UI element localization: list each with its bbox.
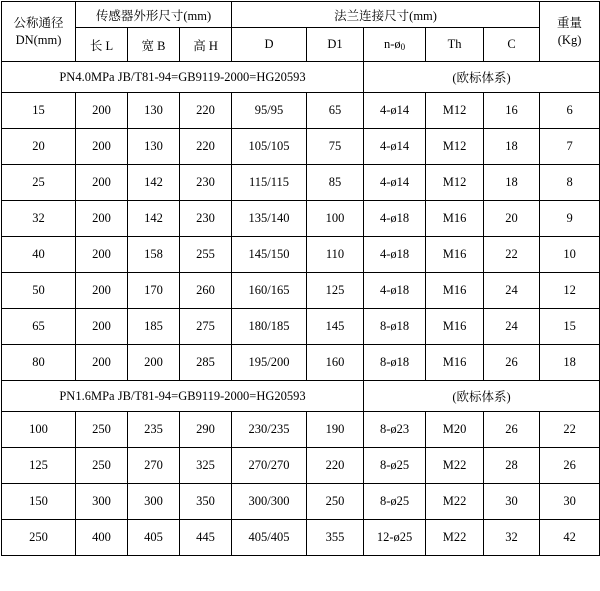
table-row <box>2 237 600 273</box>
cell-length: 400 <box>76 520 128 556</box>
table-row <box>2 273 600 309</box>
cell-length: 200 <box>76 345 128 381</box>
specification-table <box>1 1 600 556</box>
cell-c: 18 <box>484 165 540 201</box>
cell-width: 200 <box>128 345 180 381</box>
cell-width: 405 <box>128 520 180 556</box>
table-row <box>2 93 600 129</box>
cell-c: 24 <box>484 309 540 345</box>
header-cell-d1: D1 <box>307 28 364 62</box>
cell-c: 30 <box>484 484 540 520</box>
cell-d1: 75 <box>307 129 364 165</box>
header-dn-line1: 公称通径 <box>13 15 64 30</box>
cell-d1: 220 <box>307 448 364 484</box>
band-row-pn40 <box>2 62 600 93</box>
header-row-groups <box>2 2 600 28</box>
cell-dn: 65 <box>2 309 76 345</box>
header-cell-th: Th <box>426 28 484 62</box>
header-weight-line2: (Kg) <box>557 32 582 47</box>
cell-c: 26 <box>484 345 540 381</box>
cell-length: 200 <box>76 237 128 273</box>
band-note-pn16: (欧标体系) <box>364 381 600 412</box>
cell-height: 285 <box>180 345 232 381</box>
cell-n-d0: 8-ø18 <box>364 309 426 345</box>
cell-d: 135/140 <box>232 201 307 237</box>
cell-d: 95/95 <box>232 93 307 129</box>
cell-th: M16 <box>426 345 484 381</box>
table-row <box>2 165 600 201</box>
cell-th: M22 <box>426 484 484 520</box>
header-weight-line1: 重量 <box>557 15 583 30</box>
cell-height: 275 <box>180 309 232 345</box>
cell-height: 260 <box>180 273 232 309</box>
cell-height: 290 <box>180 412 232 448</box>
header-cell-width: 宽 B <box>128 28 180 62</box>
cell-d1: 160 <box>307 345 364 381</box>
cell-length: 200 <box>76 165 128 201</box>
cell-dn: 25 <box>2 165 76 201</box>
cell-n-d0: 8-ø25 <box>364 484 426 520</box>
cell-th: M16 <box>426 273 484 309</box>
cell-weight: 26 <box>540 448 600 484</box>
cell-d1: 85 <box>307 165 364 201</box>
cell-th: M22 <box>426 520 484 556</box>
cell-width: 235 <box>128 412 180 448</box>
cell-th: M20 <box>426 412 484 448</box>
cell-d: 180/185 <box>232 309 307 345</box>
cell-th: M22 <box>426 448 484 484</box>
cell-c: 22 <box>484 237 540 273</box>
header-cell-n-d0: $n-ø_0$ <box>364 28 426 62</box>
cell-width: 142 <box>128 165 180 201</box>
cell-width: 130 <box>128 129 180 165</box>
cell-d: 195/200 <box>232 345 307 381</box>
cell-weight: 9 <box>540 201 600 237</box>
cell-height: 220 <box>180 93 232 129</box>
cell-th: M12 <box>426 93 484 129</box>
cell-dn: 80 <box>2 345 76 381</box>
header-cell-d: D <box>232 28 307 62</box>
cell-height: 445 <box>180 520 232 556</box>
header-cell-flange-group: 法兰连接尺寸(mm) <box>232 2 540 28</box>
cell-th: M16 <box>426 237 484 273</box>
cell-weight: 22 <box>540 412 600 448</box>
cell-n-d0: 4-ø18 <box>364 237 426 273</box>
cell-n-d0: 4-ø14 <box>364 129 426 165</box>
cell-n-d0: 8-ø18 <box>364 345 426 381</box>
table-row <box>2 345 600 381</box>
cell-c: 18 <box>484 129 540 165</box>
cell-c: 28 <box>484 448 540 484</box>
cell-width: 158 <box>128 237 180 273</box>
cell-weight: 42 <box>540 520 600 556</box>
cell-th: M16 <box>426 201 484 237</box>
cell-weight: 18 <box>540 345 600 381</box>
cell-d1: 355 <box>307 520 364 556</box>
cell-width: 270 <box>128 448 180 484</box>
cell-height: 325 <box>180 448 232 484</box>
cell-height: 255 <box>180 237 232 273</box>
cell-weight: 30 <box>540 484 600 520</box>
cell-height: 230 <box>180 201 232 237</box>
cell-d: 270/270 <box>232 448 307 484</box>
cell-weight: 8 <box>540 165 600 201</box>
cell-n-d0: 4-ø14 <box>364 93 426 129</box>
band-note-pn40: (欧标体系) <box>364 62 600 93</box>
cell-width: 170 <box>128 273 180 309</box>
cell-dn: 150 <box>2 484 76 520</box>
cell-length: 250 <box>76 448 128 484</box>
cell-n-d0: 8-ø25 <box>364 448 426 484</box>
cell-length: 200 <box>76 273 128 309</box>
cell-d: 230/235 <box>232 412 307 448</box>
cell-d: 105/105 <box>232 129 307 165</box>
cell-width: 300 <box>128 484 180 520</box>
cell-c: 16 <box>484 93 540 129</box>
cell-d1: 110 <box>307 237 364 273</box>
cell-n-d0: 8-ø23 <box>364 412 426 448</box>
table-row <box>2 520 600 556</box>
cell-weight: 6 <box>540 93 600 129</box>
cell-d: 145/150 <box>232 237 307 273</box>
table-row <box>2 448 600 484</box>
cell-dn: 20 <box>2 129 76 165</box>
header-cell-sensor-group: 传感器外形尺寸(mm) <box>76 2 232 28</box>
cell-d: 300/300 <box>232 484 307 520</box>
cell-length: 200 <box>76 309 128 345</box>
cell-c: 32 <box>484 520 540 556</box>
cell-dn: 50 <box>2 273 76 309</box>
cell-weight: 12 <box>540 273 600 309</box>
cell-d1: 145 <box>307 309 364 345</box>
table-body <box>2 62 600 556</box>
cell-d1: 190 <box>307 412 364 448</box>
cell-d: 160/165 <box>232 273 307 309</box>
cell-length: 300 <box>76 484 128 520</box>
cell-n-d0: 4-ø14 <box>364 165 426 201</box>
band-row-pn16 <box>2 381 600 412</box>
band-label-pn16: PN1.6MPa JB/T81-94=GB9119-2000=HG20593 <box>2 381 364 412</box>
cell-dn: 32 <box>2 201 76 237</box>
cell-dn: 15 <box>2 93 76 129</box>
table-row <box>2 309 600 345</box>
cell-n-d0: 12-ø25 <box>364 520 426 556</box>
header-cell-dn <box>2 2 76 62</box>
header-cell-c: C <box>484 28 540 62</box>
cell-dn: 100 <box>2 412 76 448</box>
cell-width: 142 <box>128 201 180 237</box>
cell-d1: 100 <box>307 201 364 237</box>
cell-d1: 65 <box>307 93 364 129</box>
band-label-pn40: PN4.0MPa JB/T81-94=GB9119-2000=HG20593 <box>2 62 364 93</box>
cell-height: 220 <box>180 129 232 165</box>
cell-d1: 125 <box>307 273 364 309</box>
table-row <box>2 129 600 165</box>
cell-c: 24 <box>484 273 540 309</box>
cell-length: 200 <box>76 129 128 165</box>
cell-dn: 125 <box>2 448 76 484</box>
cell-dn: 250 <box>2 520 76 556</box>
cell-length: 200 <box>76 93 128 129</box>
header-d0-subscript: 0 <box>400 42 406 52</box>
header-cell-height: 高 H <box>180 28 232 62</box>
header-dn-line2: DN(mm) <box>15 32 62 47</box>
cell-weight: 7 <box>540 129 600 165</box>
cell-th: M12 <box>426 165 484 201</box>
cell-weight: 10 <box>540 237 600 273</box>
cell-th: M16 <box>426 309 484 345</box>
cell-th: M12 <box>426 129 484 165</box>
table-row <box>2 484 600 520</box>
cell-weight: 15 <box>540 309 600 345</box>
cell-dn: 40 <box>2 237 76 273</box>
table-header <box>2 2 600 62</box>
cell-width: 185 <box>128 309 180 345</box>
cell-height: 230 <box>180 165 232 201</box>
cell-length: 200 <box>76 201 128 237</box>
cell-d: 115/115 <box>232 165 307 201</box>
header-row-subcolumns <box>2 28 600 62</box>
cell-width: 130 <box>128 93 180 129</box>
header-cell-weight <box>540 2 600 62</box>
cell-n-d0: 4-ø18 <box>364 273 426 309</box>
cell-c: 20 <box>484 201 540 237</box>
cell-d: 405/405 <box>232 520 307 556</box>
cell-height: 350 <box>180 484 232 520</box>
cell-d1: 250 <box>307 484 364 520</box>
header-cell-length: 长 L <box>76 28 128 62</box>
cell-n-d0: 4-ø18 <box>364 201 426 237</box>
cell-c: 26 <box>484 412 540 448</box>
table-row <box>2 412 600 448</box>
table-row <box>2 201 600 237</box>
cell-length: 250 <box>76 412 128 448</box>
